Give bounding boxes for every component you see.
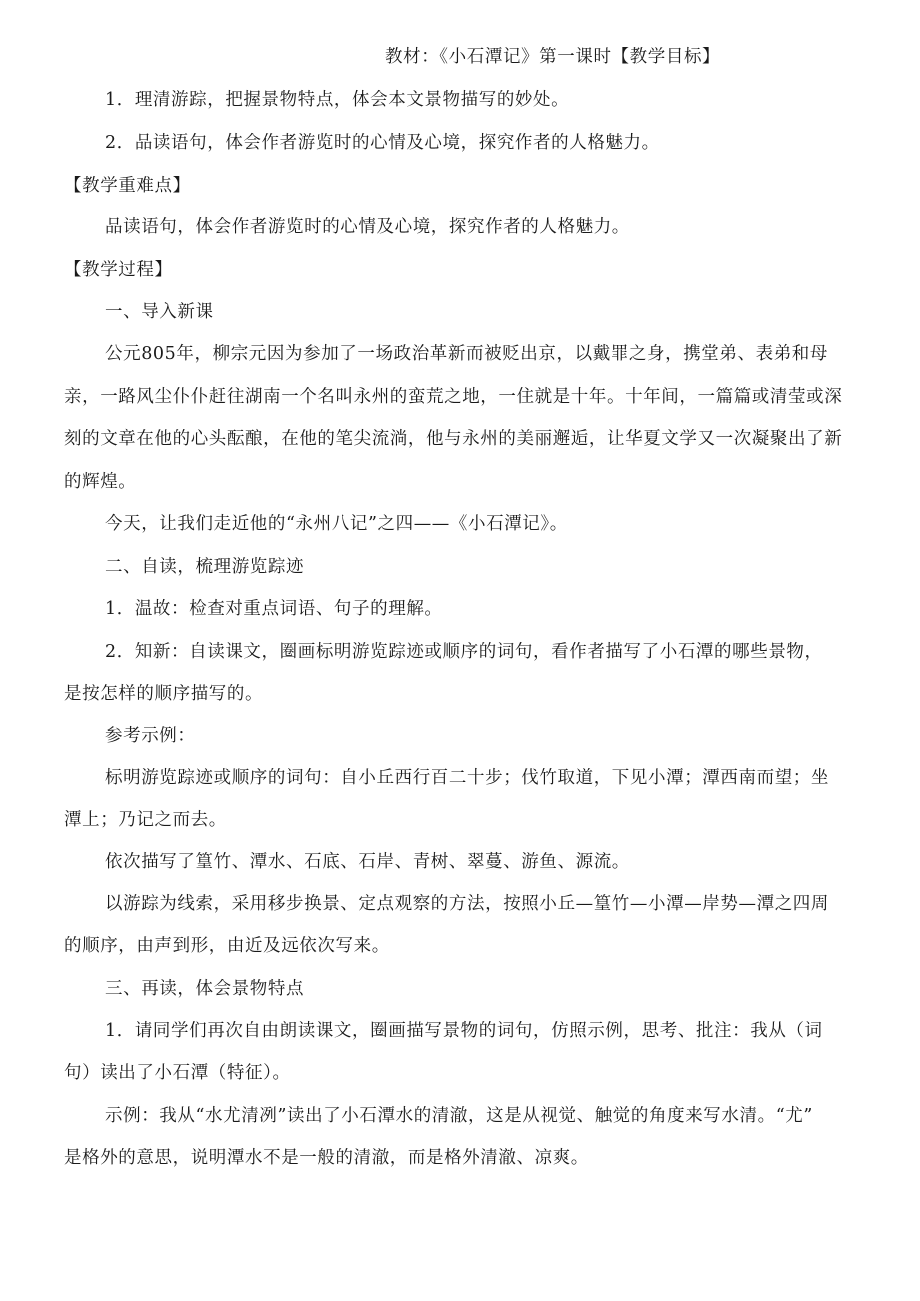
- objective-item-2: 2．品读语句，体会作者游览时的心情及心境，探究作者的人格魅力。: [105, 133, 660, 153]
- example2: 依次描写了篁竹、潭水、石底、石岸、青树、翠蔓、游鱼、源流。: [105, 852, 630, 872]
- example3-line-1: 以游踪为线索，采用移步换景、定点观察的方法，按照小丘—篁竹—小潭—岸势—潭之四周: [105, 894, 829, 914]
- intro-para-line-4: 的辉煌。: [64, 472, 137, 492]
- section3-item-1-line-1: 1．请同学们再次自由朗读课文，圈画描写景物的词句，仿照示例，思考、批注：我从（词: [105, 1021, 823, 1041]
- intro-para-line-1: 公元805年，柳宗元因为参加了一场政治革新而被贬出京，以戴罪之身，携堂弟、表弟和母: [105, 344, 828, 364]
- key-points-text: 品读语句，体会作者游览时的心情及心境，探究作者的人格魅力。: [105, 217, 630, 237]
- section2-title: 二、自读，梳理游览踪迹: [105, 557, 305, 577]
- example1-line-1: 标明游览踪迹或顺序的词句：自小丘西行百二十步；伐竹取道，下见小潭；潭西南而望；坐: [105, 768, 829, 788]
- example3-line-2: 的顺序，由声到形，由近及远依次写来。: [64, 936, 390, 956]
- section3-example-line-1: 示例：我从“水尤清冽”读出了小石潭水的清澈，这是从视觉、触觉的角度来写水清。“尤”: [105, 1106, 813, 1126]
- intro-today: 今天，让我们走近他的“永州八记”之四——《小石潭记》。: [105, 514, 568, 534]
- example1-line-2: 潭上；乃记之而去。: [64, 810, 227, 830]
- intro-para-line-2: 亲，一路风尘仆仆赶往湖南一个名叫永州的蛮荒之地，一住就是十年。十年间，一篇篇或清莹或深: [64, 387, 843, 407]
- key-points-heading: 【教学重难点】: [64, 176, 191, 196]
- section1-title: 一、导入新课: [105, 302, 214, 322]
- example-label: 参考示例：: [105, 726, 196, 746]
- section3-item-1-line-2: 句）读出了小石潭（特征）。: [64, 1063, 291, 1083]
- section3-title: 三、再读，体会景物特点: [105, 979, 305, 999]
- document-title: 教材：《小石潭记》第一课时【教学目标】: [385, 47, 721, 67]
- section2-item-1: 1．温故：检查对重点词语、句子的理解。: [105, 599, 443, 619]
- section2-item-2-line-2: 是按怎样的顺序描写的。: [64, 684, 264, 704]
- section2-item-2-line-1: 2．知新：自读课文，圈画标明游览踪迹或顺序的词句，看作者描写了小石潭的哪些景物，: [105, 642, 823, 662]
- intro-para-line-3: 刻的文章在他的心头酝酿，在他的笔尖流淌，他与永州的美丽邂逅，让华夏文学又一次凝聚出了新: [64, 429, 843, 449]
- section3-example-line-2: 是格外的意思，说明潭水不是一般的清澈，而是格外清澈、凉爽。: [64, 1148, 589, 1168]
- objective-item-1: 1．理清游踪，把握景物特点，体会本文景物描写的妙处。: [105, 90, 570, 110]
- process-heading: 【教学过程】: [64, 260, 173, 280]
